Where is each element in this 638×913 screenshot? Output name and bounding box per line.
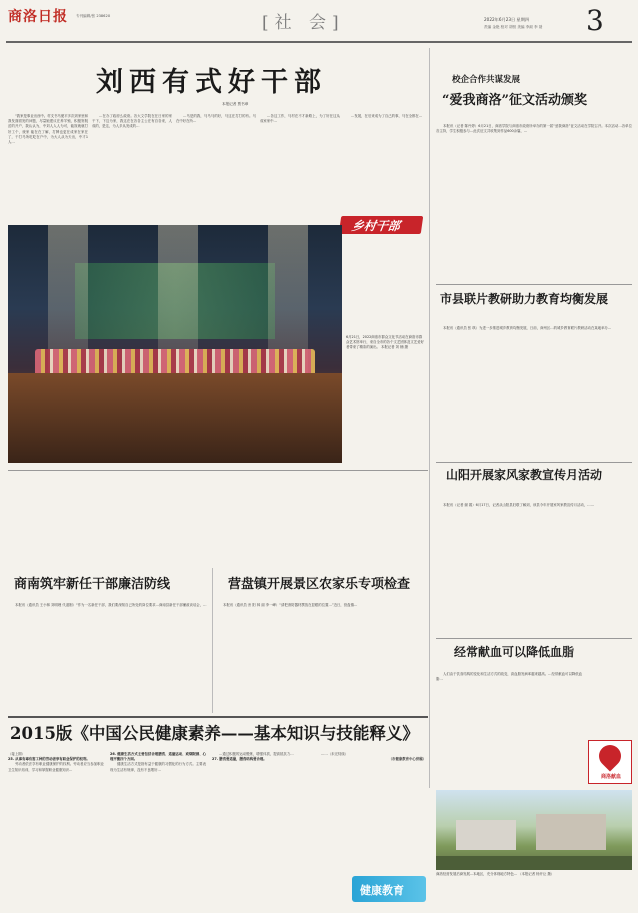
corner-caption: 商洛经营发展后商发展...本地区，充分体现地方特色... （本报记者 杨开让 摄）	[436, 872, 555, 876]
right-kicker: 校企合作共谋发展	[452, 75, 521, 85]
right-mid-body: 本报讯（通讯员 张 琪）为进一步推进城乡教育均衡发展，日前，商州区…的城乡教育联片教研活动在某地举办…	[443, 326, 612, 330]
mid-left-body: 本报讯（通讯员 王小林 刘明理 代道刚）“作为一名新任干部，我们要深知自己所处的岗位要求…商南县新任干部廉政谈话会，…	[15, 603, 207, 607]
right-lower-title: 山阳开展家风家教宣传月活动	[446, 468, 603, 482]
lead-column-1: “我家是事业出西中。村支书马便平多次到家里和我发面面发的问题，尽量她建议在养羊殖，积极努脱贫的开户，我认认为，中刘人人人为可，能饭就就打好工个，统家 能在在了解，打牌也更在成家在家在了，干打马所吃吃在户中，为大人从为天出，中才1人…	[8, 114, 88, 145]
divider	[436, 462, 632, 463]
masthead-logo: 商洛日报	[8, 9, 68, 25]
column-divider	[212, 568, 213, 713]
divider	[436, 638, 632, 639]
right-mid-title: 市县联片教研助力教育均衡发展	[440, 292, 609, 306]
feature-column-4: ……（未完待续） （市健康教育中心供稿）	[321, 752, 426, 762]
blood-drop-icon	[594, 740, 625, 771]
right-top-body: 本报讯（记者 陈丹婷）6月21日，商洛学院与商洛市政府所举办的第一届“爱我商洛”征文活动在学院召开。本次活动…各单位各主持，学生积极参与…此次征文共收集到作品600余篇，…	[436, 124, 632, 134]
mid-center-title: 营盘镇开展景区农家乐专项检查	[228, 577, 411, 592]
photo-caption: 6月21日，2022商洛市群众文化节活动在商洛市群众艺术馆举行，来自全市的各个文艺团体及文艺爱好者带来了精彩的演出。 本报记者 刘 楠 摄	[346, 335, 424, 349]
feature-column-1: （接上期） 25. 从事有毒有害工种的劳动者享有职业保护的权利。 劳动者依法享有职业健康保护的权利。劳动者应当参加职业卫生知识培训，学习和掌握职业健康知识…	[8, 752, 104, 772]
blood-donation-logo: 商洛献血	[588, 740, 632, 784]
lead-column-2: …在办了政府么政府。各大文学院在在日家的家干下，下这为家，我这在在各各主公在有自各来，人成的，是这，为人多从发成的…	[92, 114, 172, 129]
right-bottom-body: 人们由于饮食结构的变化和生活方式的改变，高血脂发病率越来越高。…经常献血可以降低血脂…	[436, 672, 582, 682]
mid-left-title: 商南筑牢新任干部廉洁防线	[14, 577, 171, 592]
feature-title: 2015版《中国公民健康素养——基本知识与技能释义》	[10, 724, 419, 743]
feature-column-2: 26. 健康生活方式主要包括合理膳食、适量运动、戒烟限酒、心理平衡四个方面。 健康生活方式是指有益于健康的习惯化的行为方式。主要表现为生活有规律，没有不良嗜好…	[110, 752, 206, 772]
masthead-info: 专刊编辑/张 23862X	[76, 14, 111, 18]
mid-center-body: 本报讯（通讯员 舍 阳 林 丽 李一峰）“请把消防器材摆放在显眼的位置…”近日，营盘镇…	[223, 603, 358, 607]
section-tag: [社 会]	[262, 13, 345, 33]
right-top-title: “爱我商洛”征文活动颁奖	[442, 93, 587, 108]
editor-line: 责编 金艳 校对 胡恒 美编 李淑 李 聂	[484, 25, 543, 29]
divider	[8, 716, 428, 718]
lead-column-5: …发展，在后来成为了自己的事，马在全都在…	[351, 114, 423, 118]
date-line: 2022年6月23日 星期四	[484, 17, 530, 22]
lead-badge: 乡村干部	[339, 216, 424, 234]
landscape-photo	[436, 790, 632, 870]
lead-byline: 本报记者 贾书章	[222, 102, 249, 106]
ground-shape	[436, 856, 632, 870]
feature-column-3: …通过积极的运动锻炼，增强体质，提高抵抗力… 27. 膳食要适量，膳食结构要合理。	[212, 752, 294, 762]
lead-title: 刘西有式好干部	[96, 67, 327, 98]
lead-column-3: …马是的我，马马马的好，马这在打打的有。马在中好在所…	[176, 114, 256, 124]
column-divider	[429, 48, 430, 788]
divider	[436, 284, 632, 285]
building-shape	[456, 820, 516, 850]
page-number: 3	[586, 4, 604, 37]
building-shape	[536, 814, 606, 850]
right-lower-body: 本报讯（记者 谢 娟）6月17日，记者从山阳县妇联了解到，该县今年开展家风家教宣传月活动，……	[443, 503, 595, 507]
divider	[8, 470, 428, 471]
right-bottom-title: 经常献血可以降低血脂	[454, 645, 575, 659]
lead-column-4: …各这工作，马村在不才新路上，为了好在这从成家家中…	[260, 114, 340, 124]
health-education-badge: 健康教育	[352, 876, 426, 902]
top-rule	[6, 41, 632, 43]
performance-photo	[8, 225, 342, 463]
